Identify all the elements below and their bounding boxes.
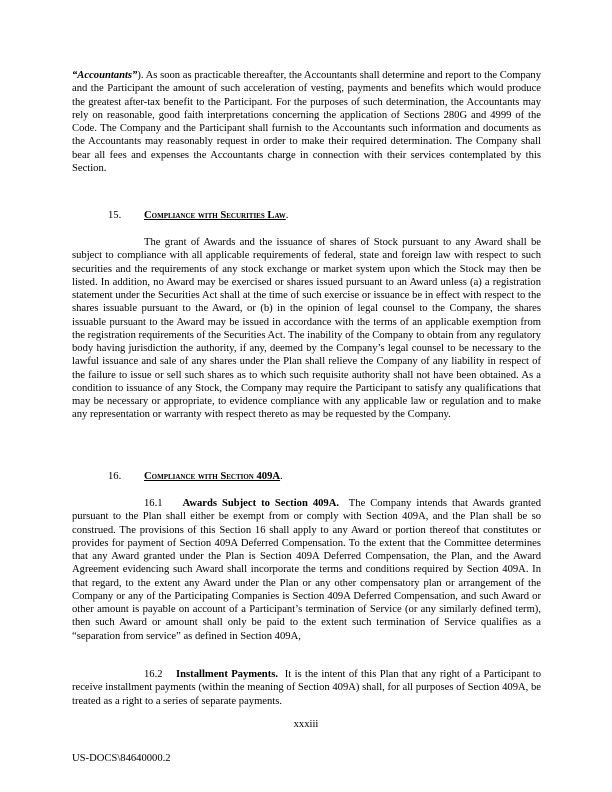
document-id: US-DOCS\84640000.2 <box>72 753 171 764</box>
subsection-16-2-title: Installment Payments. <box>176 669 278 680</box>
section-15-body: The grant of Awards and the issuance of shares of Stock pursuant to any Award shall be subject to compliance with all applicable requirements of federal, state and foreign law with respect to such securities and the requirements of any stock exchange or market system upon which the Stock may then be listed. In addition, no Award may be exercised or shares issued pursuant to an Award unless (a) a registration statement under the Securities Act shall at the time of such exercise or issuance be in effect with respect to the shares issuable pursuant to the Award, or (b) in the opinion of legal counsel to the Company, the shares issuable pursuant to the Award may be issued in accordance with the terms of an applicable exemption from the registration requirements of the Securities Act. The inability of the Company to obtain from any regulatory body having jurisdiction the authority, if any, deemed by the Company’s legal counsel to be necessary to the lawful issuance and sale of any shares under the Plan shall relieve the Company of any liability in respect of the failure to issue or sell such shares as to which such requisite authority shall not have been obtained. As a condition to issuance of any Stock, the Company may require the Participant to satisfy any qualifications that may be necessary or appropriate, to evidence compliance with any applicable law or regulation and to make any representation or warranty with respect thereto as may be requested by the Company. <box>72 237 541 421</box>
subsection-16-1 <box>72 497 541 643</box>
section-15-heading <box>108 209 288 222</box>
section-16-title-end: . <box>280 471 283 482</box>
subsection-16-1-body: The Company intends that Awards granted pursuant to the Plan shall either be exempt from or comply with Section 409A, and the Plan shall be so construed. The provisions of this Section 16 shall apply to any Award or portion thereof that constitutes or provides for payment of Section 409A Deferred Compensation. To the extent that the Committee determines that any Award granted under the Plan is Section 409A Deferred Compensation, the Plan, and the Award Agreement evidencing such Award shall incorporate the terms and conditions required by Section 409A. In that regard, to the extent any Award under the Plan or any other compensatory plan or arrangement of the Company or any of the Participating Companies is Section 409A Deferred Compensation, and such Award or other amount is payable on account of a Participant’s termination of Service (or any similarly defined term), then such Award or amount shall only be paid to the extent such termination of Service qualifies as a “separation from service” as defined in Section 409A, <box>72 498 542 642</box>
section-15-title-end: . <box>285 210 289 221</box>
section-16-heading <box>108 470 283 483</box>
section-15-title: Compliance with Securities Law <box>144 210 286 221</box>
defined-term-accountants: “Accountants” <box>72 70 138 81</box>
intro-text: ). As soon as practicable thereafter, the Accountants shall determine and report to the Company and the Participant the amount of such acceleration of vesting, payments and benefits which would produce the greatest after-tax benefit to the Participant. For the purposes of such determination, the Accountants may rely on reasonable, good faith interpretations concerning the application of Sections 280G and 4999 of the Code. The Company and the Participant shall furnish to the Accountants such information and documents as the Accountants may reasonably request in order to make their required determination. The Company shall bear all fees and expenses the Accountants charge in connection with their services contemplated by this Section. <box>72 70 541 174</box>
subsection-16-1-number: 16.1 <box>144 498 163 509</box>
subsection-16-1-title: Awards Subject to Section 409A. <box>182 498 340 509</box>
section-15-number: 15. <box>108 210 122 221</box>
subsection-16-2-number: 16.2 <box>144 669 163 680</box>
section-16-title: Compliance with Section 409A <box>144 471 281 482</box>
section-16-number: 16. <box>108 471 122 482</box>
subsection-16-2 <box>72 668 541 708</box>
intro-paragraph <box>72 69 541 175</box>
page-number: xxxiii <box>293 719 319 730</box>
subsection-16-2-body: It is the intent of this Plan that any right of a Participant to receive installment payments (within the meaning of Section 409A) shall, for all purposes of Section 409A, be treated as a right to a series of separate payments. <box>72 669 542 707</box>
